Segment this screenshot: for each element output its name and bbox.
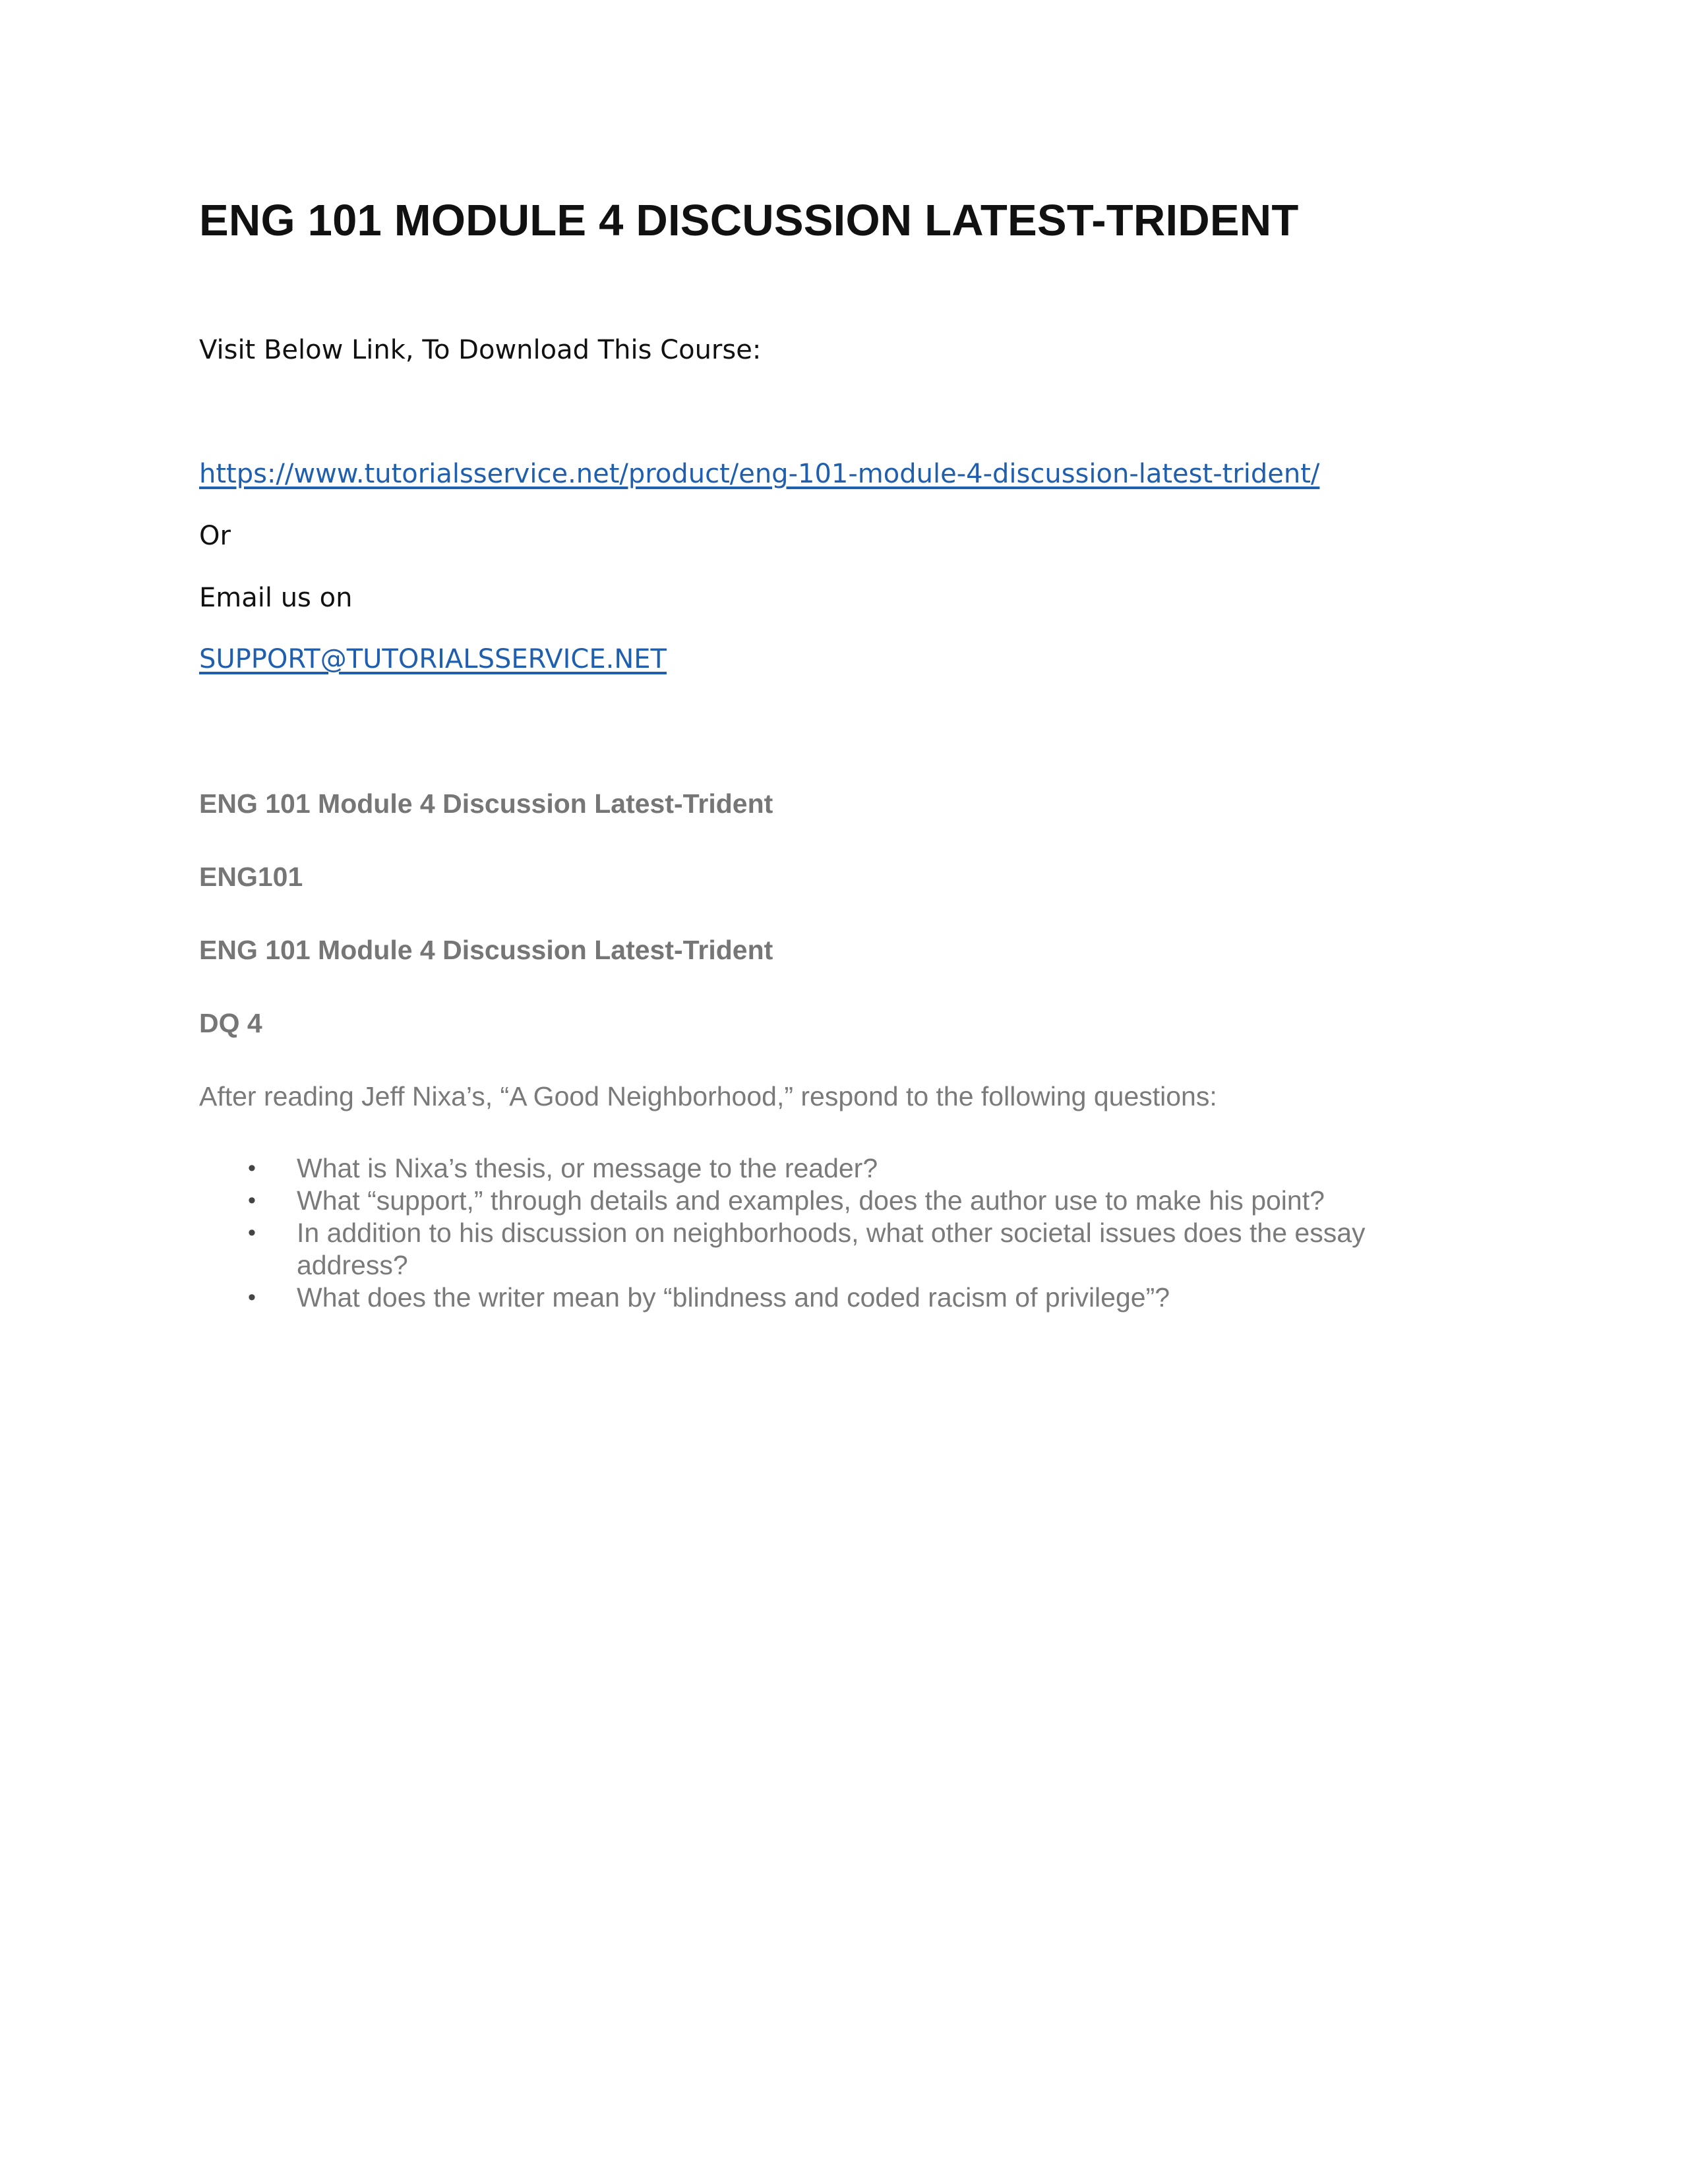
bullet-icon: •: [248, 1188, 256, 1213]
list-item: [199, 1185, 1452, 1217]
section-heading-course-repeat: ENG 101 Module 4 Discussion Latest-Trident: [199, 935, 773, 965]
section-heading-course: ENG 101 Module 4 Discussion Latest-Trident: [199, 788, 773, 819]
bullet-icon: •: [248, 1220, 256, 1245]
course-download-link[interactable]: https://www.tutorialsservice.net/product/eng-101-module-4-discussion-latest-trident/: [199, 459, 1320, 489]
question-text: What is Nixa’s thesis, or message to the reader?: [297, 1153, 878, 1183]
list-item: [199, 1152, 1452, 1185]
question-list: [199, 1152, 1452, 1314]
support-email-link[interactable]: SUPPORT@TUTORIALSSERVICE.NET: [199, 644, 667, 674]
document-title: ENG 101 MODULE 4 DISCUSSION LATEST-TRIDENT: [199, 196, 1299, 245]
or-text: Or: [199, 521, 231, 551]
bullet-icon: •: [248, 1285, 256, 1310]
list-item: [199, 1217, 1452, 1282]
visit-instruction: Visit Below Link, To Download This Course:: [199, 335, 762, 365]
question-intro: After reading Jeff Nixa’s, “A Good Neighborhood,” respond to the following questions:: [199, 1081, 1217, 1111]
bullet-icon: •: [248, 1156, 256, 1181]
question-text: What “support,” through details and examples, does the author use to make his point?: [297, 1185, 1325, 1216]
question-text: What does the writer mean by “blindness and coded racism of privilege”?: [297, 1282, 1170, 1313]
question-text: In addition to his discussion on neighborhoods, what other societal issues does the essay address?: [297, 1218, 1366, 1280]
list-item: [199, 1282, 1452, 1314]
section-heading-code: ENG101: [199, 862, 303, 892]
email-label: Email us on: [199, 583, 353, 613]
section-heading-dq: DQ 4: [199, 1008, 262, 1038]
